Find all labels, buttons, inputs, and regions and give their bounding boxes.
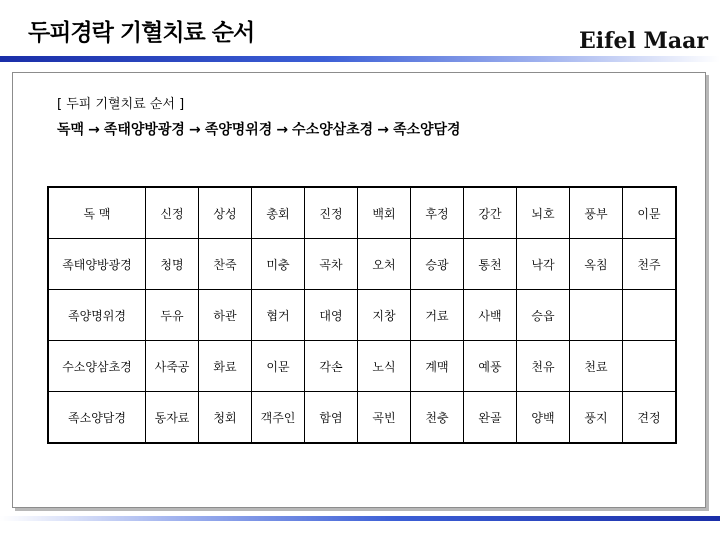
- acupoint-cell: [623, 290, 677, 341]
- acupoint-cell: 통천: [464, 239, 517, 290]
- arrow-right-icon: →: [88, 122, 100, 138]
- table-row: [48, 239, 676, 290]
- header-accent-bar: [0, 56, 720, 62]
- acupoint-cell: 두유: [146, 290, 199, 341]
- meridian-name-cell: 독 맥: [48, 187, 146, 239]
- acupoint-cell: 미충: [252, 239, 305, 290]
- acupoint-cell: 청회: [199, 392, 252, 444]
- acupoint-cell: 화료: [199, 341, 252, 392]
- section-subtitle: [ 두피 기혈치료 순서 ]: [57, 97, 185, 112]
- acupoint-cell: 곡차: [305, 239, 358, 290]
- acupoint-cell: 객주인: [252, 392, 305, 444]
- acupoint-cell: 하관: [199, 290, 252, 341]
- arrow-right-icon: →: [188, 122, 201, 138]
- sequence-step: 수소양삼초경: [292, 122, 374, 138]
- acupoint-cell: 대영: [305, 290, 358, 341]
- table-row: [48, 290, 676, 341]
- acupoint-cell: 견정: [623, 392, 677, 444]
- meridian-name-cell: 족태양방광경: [48, 239, 146, 290]
- meridian-name-cell: 수소양삼초경: [48, 341, 146, 392]
- acupoint-cell: 진정: [305, 187, 358, 239]
- acupoint-cell: 승읍: [517, 290, 570, 341]
- acupoint-cell: 후정: [411, 187, 464, 239]
- acupoint-cell: 천유: [517, 341, 570, 392]
- meridian-sequence: [57, 119, 461, 139]
- footer-accent-bar: [0, 516, 720, 521]
- acupoint-cell: 풍부: [570, 187, 623, 239]
- meridian-name-cell: 족소양담경: [48, 392, 146, 444]
- acupoint-cell: [570, 290, 623, 341]
- acupoint-cell: 계맥: [411, 341, 464, 392]
- meridian-name-cell: 족양명위경: [48, 290, 146, 341]
- acupoint-cell: 양백: [517, 392, 570, 444]
- acupoint-cell: 완골: [464, 392, 517, 444]
- acupoint-cell: 신정: [146, 187, 199, 239]
- sequence-step: 족양명위경: [204, 122, 273, 138]
- acupoint-cell: 찬죽: [199, 239, 252, 290]
- acupoint-cell: 이문: [252, 341, 305, 392]
- acupoint-cell: 옥침: [570, 239, 623, 290]
- acupoint-cell: 노식: [358, 341, 411, 392]
- acupoint-cell: 협거: [252, 290, 305, 341]
- acupoint-cell: 강간: [464, 187, 517, 239]
- acupoint-cell: 천주: [623, 239, 677, 290]
- brand-logo-text: Eifel Maar: [578, 28, 708, 54]
- acupoint-cell: 풍지: [570, 392, 623, 444]
- acupoint-cell: 지창: [358, 290, 411, 341]
- page-title: 두피경락 기혈치료 순서: [28, 20, 255, 46]
- sequence-step: 족태양방광경: [103, 122, 185, 138]
- table-row: [48, 392, 676, 444]
- acupoint-cell: 뇌호: [517, 187, 570, 239]
- acupoint-cell: 곡빈: [358, 392, 411, 444]
- acupoint-cell: 사죽공: [146, 341, 199, 392]
- content-panel: [12, 72, 706, 508]
- acupoint-cell: 승광: [411, 239, 464, 290]
- acupoint-cell: 동자료: [146, 392, 199, 444]
- sequence-step: 독맥: [57, 122, 85, 138]
- acupoint-cell: 거료: [411, 290, 464, 341]
- acupoint-cell: 천충: [411, 392, 464, 444]
- acupoint-cell: 예풍: [464, 341, 517, 392]
- acupoint-order-table: [47, 186, 677, 444]
- sequence-step: 족소양담경: [392, 122, 461, 138]
- acupoint-cell: 오처: [358, 239, 411, 290]
- acupoint-cell: 이문: [623, 187, 677, 239]
- arrow-right-icon: →: [276, 122, 289, 138]
- acupoint-cell: 함염: [305, 392, 358, 444]
- acupoint-cell: 총회: [252, 187, 305, 239]
- acupoint-cell: 천료: [570, 341, 623, 392]
- acupoint-cell: 백회: [358, 187, 411, 239]
- acupoint-cell: [623, 341, 677, 392]
- acupoint-cell: 청명: [146, 239, 199, 290]
- acupoint-cell: 각손: [305, 341, 358, 392]
- acupoint-cell: 사백: [464, 290, 517, 341]
- arrow-right-icon: →: [377, 122, 389, 138]
- table-row: [48, 187, 676, 239]
- acupoint-cell: 낙각: [517, 239, 570, 290]
- table-row: [48, 341, 676, 392]
- acupoint-cell: 상성: [199, 187, 252, 239]
